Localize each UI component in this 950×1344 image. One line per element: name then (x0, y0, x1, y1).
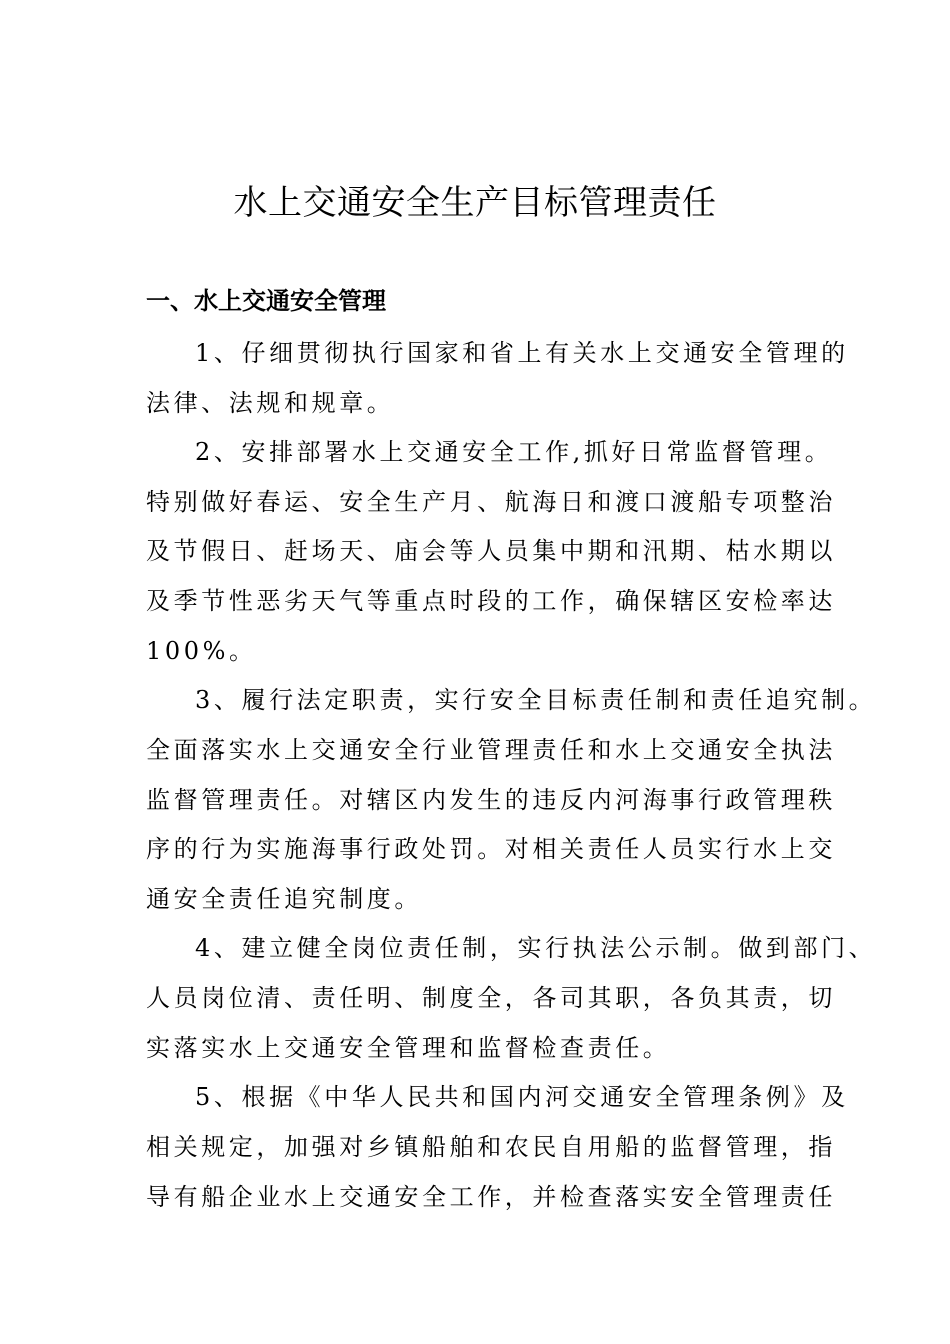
paragraph-3-line-1: 3、履行法定职责，实行安全目标责任制和责任追究制。 (195, 686, 877, 714)
paragraph-2-line-4: 及季节性恶劣天气等重点时段的工作，确保辖区安检率达 (146, 587, 836, 615)
section-heading: 一、水上交通安全管理 (146, 286, 386, 315)
paragraph-5-line-3: 导有船企业水上交通安全工作，并检查落实安全管理责任 (146, 1183, 836, 1211)
paragraph-4-line-1: 4、建立健全岗位责任制，实行执法公示制。做到部门、 (195, 934, 877, 962)
paragraph-2-line-5: 100%。 (146, 637, 257, 665)
paragraph-4-line-3: 实落实水上交通安全管理和监督检查责任。 (146, 1034, 671, 1062)
paragraph-2-line-2: 特别做好春运、安全生产月、航海日和渡口渡船专项整治 (146, 488, 836, 516)
paragraph-5-line-1: 5、根据《中华人民共和国内河交通安全管理条例》及 (195, 1083, 849, 1111)
paragraph-2-line-3: 及节假日、赶场天、庙会等人员集中期和汛期、枯水期以 (146, 537, 836, 565)
paragraph-2-line-1: 2、安排部署水上交通安全工作,抓好日常监督管理。 (195, 438, 833, 466)
paragraph-5-line-2: 相关规定，加强对乡镇船舶和农民自用船的监督管理，指 (146, 1133, 836, 1161)
document-title: 水上交通安全生产目标管理责任 (233, 183, 717, 223)
paragraph-3-line-2: 全面落实水上交通安全行业管理责任和水上交通安全执法 (146, 736, 836, 764)
paragraph-3-line-3: 监督管理责任。对辖区内发生的违反内河海事行政管理秩 (146, 786, 836, 814)
paragraph-3-line-4: 序的行为实施海事行政处罚。对相关责任人员实行水上交 (146, 835, 836, 863)
paragraph-1-line-2: 法律、法规和规章。 (146, 389, 395, 417)
paragraph-4-line-2: 人员岗位清、责任明、制度全，各司其职，各负其责，切 (146, 984, 836, 1012)
paragraph-3-line-5: 通安全责任追究制度。 (146, 885, 422, 913)
paragraph-1-line-1: 1、仔细贯彻执行国家和省上有关水上交通安全管理的 (195, 339, 849, 367)
